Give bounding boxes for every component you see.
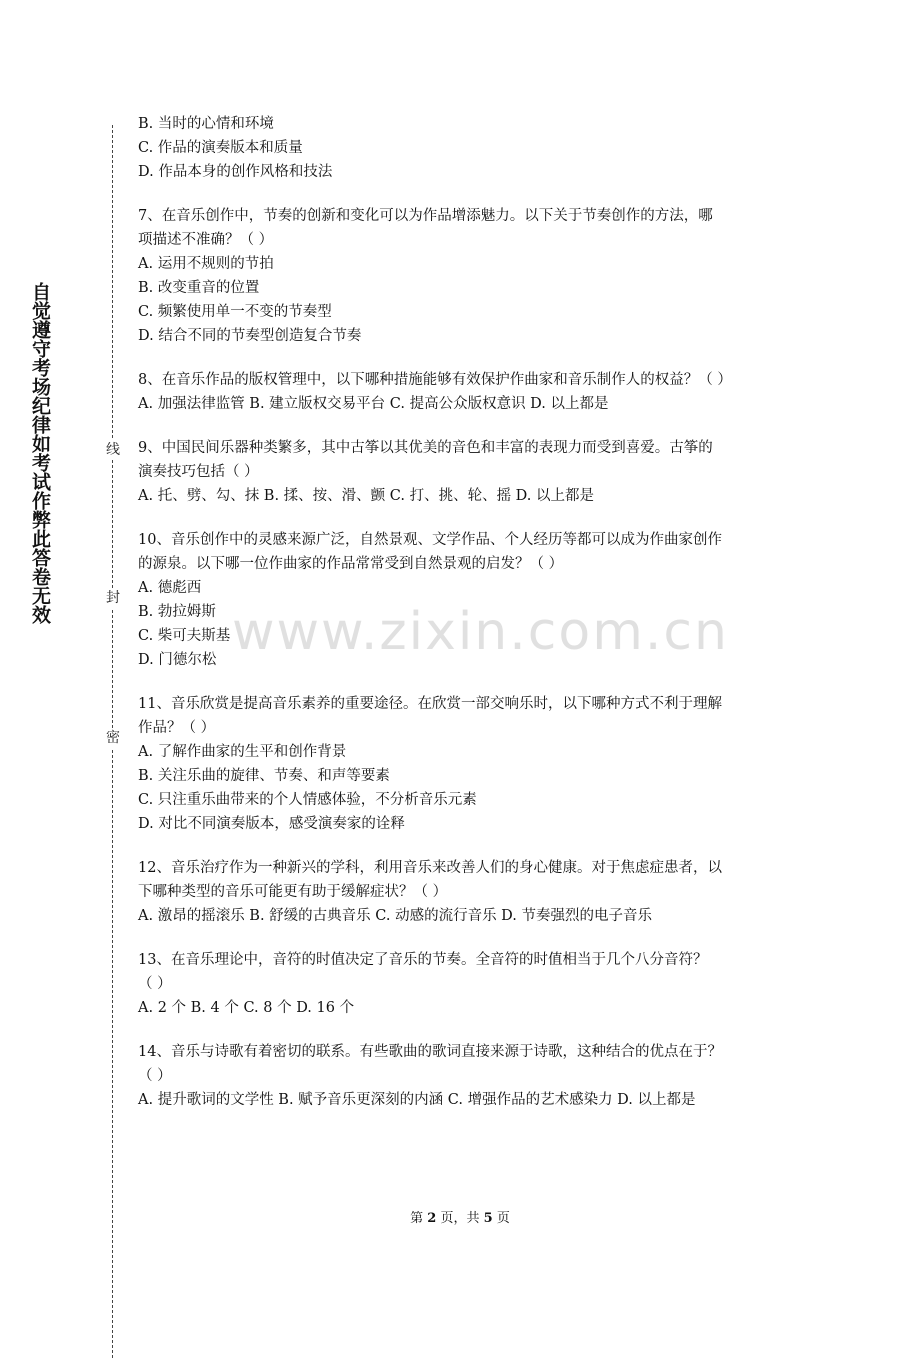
binding-label-seal: 封 (106, 590, 120, 606)
question-stem: （ ） (138, 976, 172, 992)
question-stem: 14、音乐与诗歌有着密切的联系。有些歌曲的歌词直接来源于诗歌，这种结合的优点在于？ (138, 1044, 722, 1060)
question-stem: 的源泉。以下哪一位作曲家的作品常常受到自然景观的启发？（ ） (138, 556, 564, 572)
question-stem: 7、在音乐创作中，节奏的创新和变化可以为作品增添魅力。以下关于节奏创作的方法，哪 (138, 208, 713, 224)
exam-discipline-notice: 自觉遵守考场纪律如考试作弊此答卷无效 (29, 282, 51, 624)
option-line: C. 柴可夫斯基 (138, 628, 231, 644)
footer-page-number: 2 (427, 1211, 437, 1226)
option-line: A. 激昂的摇滚乐 B. 舒缓的古典音乐 C. 动感的流行音乐 D. 节奏强烈的电子音乐 (138, 908, 653, 924)
option-line: A. 加强法律监管 B. 建立版权交易平台 C. 提高公众版权意识 D. 以上都是 (138, 396, 609, 412)
question-8 (138, 368, 788, 416)
footer-total-pages: 5 (483, 1211, 493, 1226)
question-stem: 9、中国民间乐器种类繁多，其中古筝以其优美的音色和丰富的表现力而受到喜爱。古筝的 (138, 440, 713, 456)
question-7 (138, 204, 788, 348)
footer-prefix: 第 (410, 1211, 424, 1226)
option-line: A. 德彪西 (138, 580, 202, 596)
option-line: B. 关注乐曲的旋律、节奏、和声等要素 (138, 768, 390, 784)
question-stem: 10、音乐创作中的灵感来源广泛，自然景观、文学作品、个人经历等都可以成为作曲家创作 (138, 532, 722, 548)
question-list (138, 112, 788, 1112)
option-line: D. 作品本身的创作风格和技法 (138, 164, 333, 180)
option-line: A. 了解作曲家的生平和创作背景 (138, 744, 347, 760)
option-line: C. 只注重乐曲带来的个人情感体验，不分析音乐元素 (138, 792, 477, 808)
question-stem: 下哪种类型的音乐可能更有助于缓解症状？（ ） (138, 884, 448, 900)
option-line: B. 勃拉姆斯 (138, 604, 216, 620)
option-line: B. 改变重音的位置 (138, 280, 260, 296)
question-stem: 11、音乐欣赏是提高音乐素养的重要途径。在欣赏一部交响乐时，以下哪种方式不利于理解 (138, 696, 722, 712)
footer-mid: 页，共 (440, 1211, 480, 1226)
option-line: D. 结合不同的节奏型创造复合节奏 (138, 328, 362, 344)
question-9 (138, 436, 788, 508)
option-line: C. 频繁使用单一不变的节奏型 (138, 304, 332, 320)
binding-label-secret: 密 (106, 730, 120, 746)
question-14 (138, 1040, 788, 1112)
question-stem: 8、在音乐作品的版权管理中，以下哪种措施能够有效保护作曲家和音乐制作人的权益？（ ） (138, 372, 732, 388)
question-stem: 项描述不准确？（ ） (138, 232, 274, 248)
option-line: D. 门德尔松 (138, 652, 217, 668)
question-11 (138, 692, 788, 836)
option-line: A. 托、劈、勾、抹 B. 揉、按、滑、颤 C. 打、挑、轮、摇 D. 以上都是 (138, 488, 595, 504)
question-stem: 作品？（ ） (138, 720, 216, 736)
question-13 (138, 948, 788, 1020)
question-stem: （ ） (138, 1068, 172, 1084)
option-line: B. 当时的心情和环境 (138, 116, 274, 132)
option-line: A. 提升歌词的文学性 B. 赋予音乐更深刻的内涵 C. 增强作品的艺术感染力 D. 以上都是 (138, 1092, 696, 1108)
question-stem: 12、音乐治疗作为一种新兴的学科，利用音乐来改善人们的身心健康。对于焦虑症患者，以 (138, 860, 722, 876)
page-footer (0, 1207, 920, 1226)
binding-label-line: 线 (106, 442, 120, 458)
option-line: A. 2 个 B. 4 个 C. 8 个 D. 16 个 (138, 1000, 355, 1016)
question-10 (138, 528, 788, 672)
option-line: D. 对比不同演奏版本，感受演奏家的诠释 (138, 816, 405, 832)
question-stem: 演奏技巧包括（ ） (138, 464, 259, 480)
option-line: A. 运用不规则的节拍 (138, 256, 274, 272)
watermark: www.zixin.com.cn (232, 602, 729, 662)
footer-suffix: 页 (496, 1211, 510, 1226)
question-6-tail (138, 112, 788, 184)
question-stem: 13、在音乐理论中，音符的时值决定了音乐的节奏。全音符的时值相当于几个八分音符？ (138, 952, 708, 968)
option-line: C. 作品的演奏版本和质量 (138, 140, 303, 156)
question-12 (138, 856, 788, 928)
